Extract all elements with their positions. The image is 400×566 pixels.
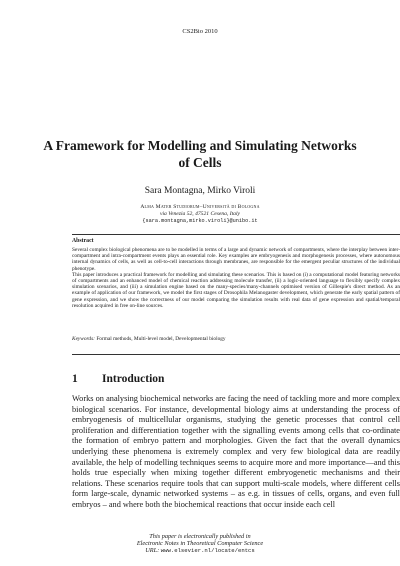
keywords-label: Keywords:	[72, 336, 95, 342]
venue-header: CS2Bio 2010	[182, 28, 218, 35]
footer-url[interactable]: www.elsevier.nl/locate/entcs	[160, 547, 255, 554]
footer-journal: Electronic Notes in Theoretical Computer Science	[136, 540, 264, 547]
abstract-bottom-rule	[72, 354, 400, 355]
keywords-list: Formal methods, Multi-level model, Developmental biology	[96, 336, 226, 342]
abstract-paragraph: Several complex biological phenomena are to be modelled in terms of a large and dynamic network of compartments, where the interplay between inter-compartment and intra-compartment events plays an essential role. Key examples are embryogenesis and morphogenesis processes, where autonomous internal dynamics of cells, as well as cell-to-cell interactions through membranes, are responsible for the emergent peculiar structures of the individual phenotype.	[72, 247, 400, 272]
email: {sara.montagna,mirko.viroli}@unibo.it	[142, 218, 258, 224]
abstract-body	[72, 247, 400, 309]
section-heading	[72, 373, 164, 385]
footer-url-label: URL:	[145, 547, 160, 554]
address: via Venezia 52, 47521 Cesena, Italy	[159, 211, 240, 217]
affiliation	[0, 204, 400, 225]
section-number: 1	[72, 373, 78, 385]
abstract-top-rule	[72, 234, 400, 235]
abstract-paragraph: This paper introduces a practical framework for modelling and simulating these scenarios. This is based on (i) a computational model featuring networks of compartments and an enhanced model of chemical reaction addressing molecule transfer, (ii) a logic-oriented language to flexibly specify complex simulation scenarios, and (iii) a simulation engine based on the many-species/many-channels optimised version of Gillespie's direct method. As an example of application of our framework, we model the first stages of Drosophila Melanogaster development, which generate the early spatial pattern of gene expression, and we show the correctness of our model comparing the simulation results with real data of gene expression and spatial/temporal resolution acquired in free on-line sources.	[72, 271, 400, 309]
footer-url-line	[0, 547, 400, 554]
publication-footer	[0, 533, 400, 554]
introduction-paragraph: Works on analysing biochemical networks are facing the need of tackling more and more complex biological scenarios. For instance, developmental biology aims at understanding the process of embryogenesis of multicellular organisms, studying the genetic processes that control cell proliferation and differentiation together with the signalling events among cells that co-ordinate the formation of embryo pattern and morphologies. Given the fact that the overall dynamics underlying these phenomena is extremely complex and very few biological data are readily available, the help of modelling techniques seems to acquire more and more importance—and this holds true especially when mixing together different embryogenetic mechanisms and their relations. These scenarios require tools that can support multi-scale models, where different cells form large-scale, dynamic networked systems – as e.g. in tissues of cells, organs, and even full embryos – and where both the biochemical reactions that occur inside each cell	[72, 394, 400, 509]
keywords	[72, 336, 400, 342]
paper-title: A Framework for Modelling and Simulating Networks of Cells	[43, 138, 357, 170]
introduction-body	[72, 394, 400, 511]
footer-line: This paper is electronically published in	[149, 533, 251, 540]
authors: Sara Montagna, Mirko Viroli	[144, 186, 256, 196]
abstract-heading: Abstract	[72, 238, 94, 244]
institution: Alma Mater Studiorum–Università di Bologna	[140, 204, 260, 210]
section-title: Introduction	[102, 373, 165, 385]
